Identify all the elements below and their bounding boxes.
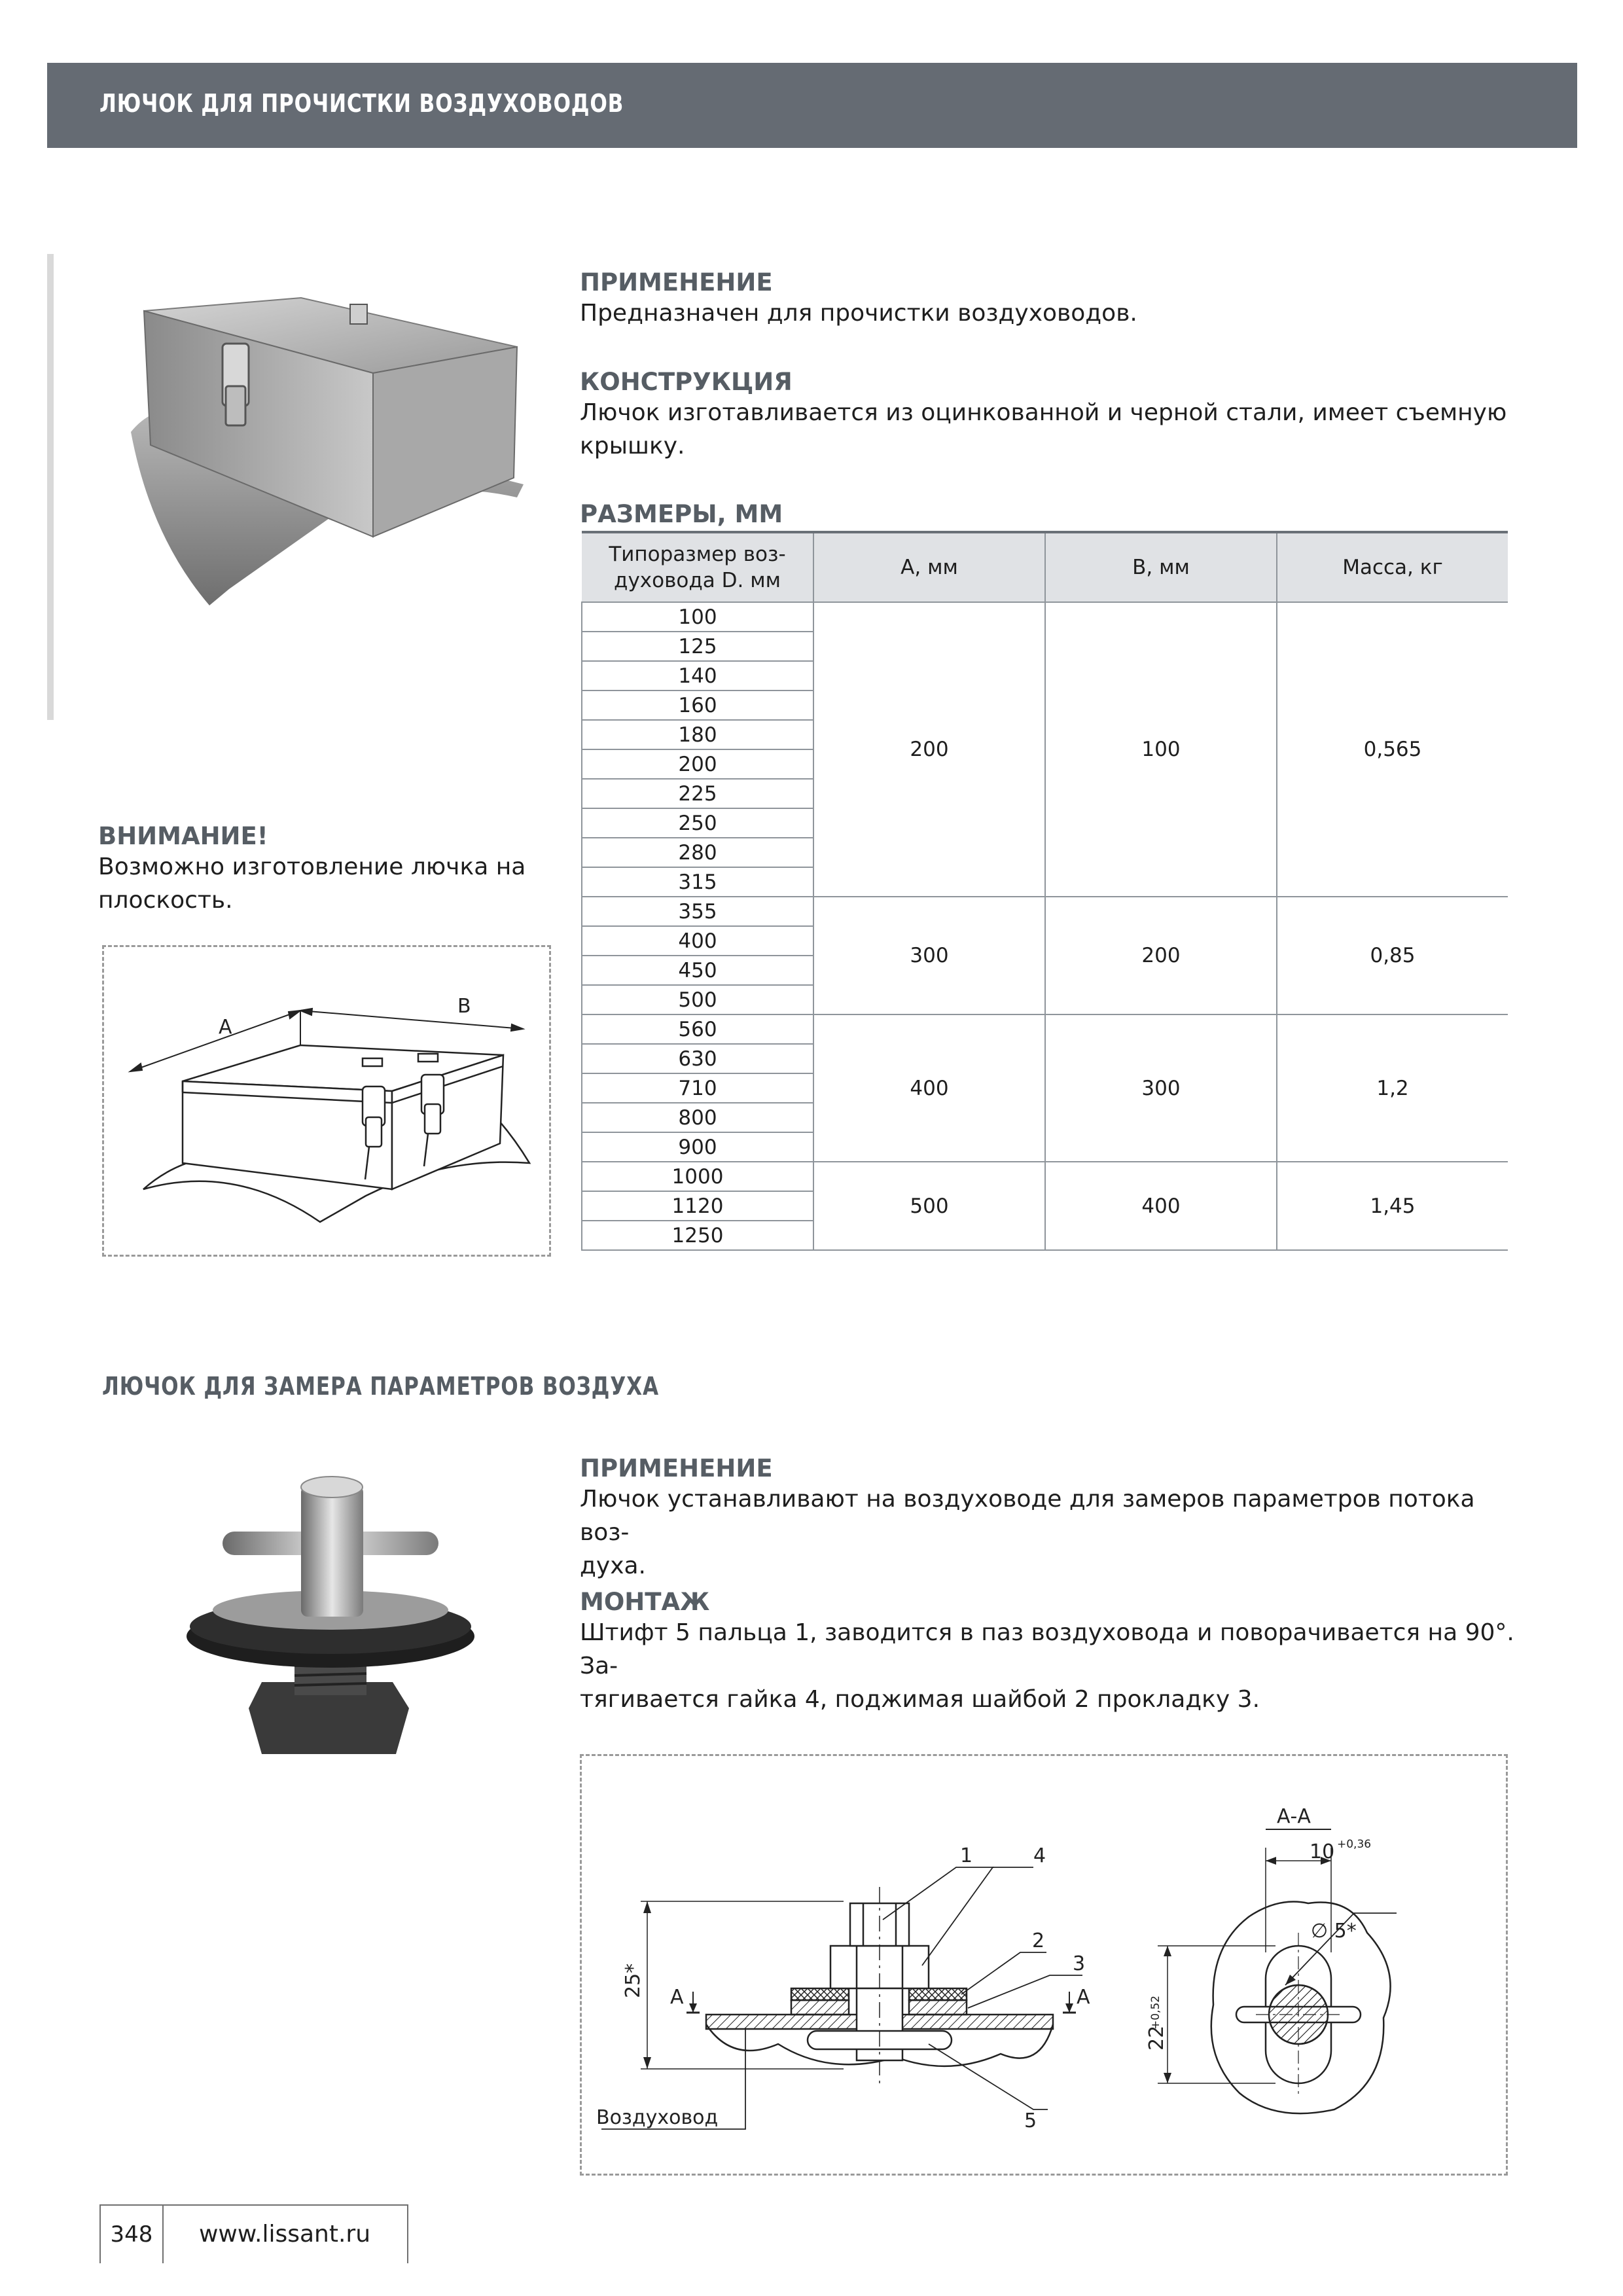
technical-drawing-box [580,1754,1508,2176]
cell-b: 100 [1045,602,1277,897]
cell-duct-size: 125 [582,632,813,661]
cell-duct-size: 280 [582,838,813,867]
attention-heading: ВНИМАНИЕ! [98,822,268,850]
hatch-drawing-box [102,945,551,1257]
mounting-text-line2: тягивается гайка 4, поджимая шайбой 2 прокладку 3. [580,1686,1260,1713]
site-url[interactable]: www.lissant.ru [162,2206,408,2263]
construction-heading: КОНСТРУКЦИЯ [580,368,793,396]
cell-a: 200 [813,602,1045,897]
application-heading: ПРИМЕНЕНИЕ [580,268,773,296]
cell-duct-size: 1250 [582,1221,813,1250]
cell-mass: 0,85 [1277,897,1508,1014]
header-duct-size-line1: Типоразмер воз- [609,543,786,566]
cell-mass: 1,2 [1277,1014,1508,1162]
header-mass: Масса, кг [1277,532,1508,602]
callout-1: 1 [960,1844,973,1867]
cell-duct-size: 140 [582,661,813,691]
attention-text-line1: Возможно изготовление лючка на [98,853,526,880]
cell-mass: 0,565 [1277,602,1508,897]
cell-a: 400 [813,1014,1045,1162]
application2-heading: ПРИМЕНЕНИЕ [580,1454,773,1482]
cell-duct-size: 355 [582,897,813,926]
dim-pin-diameter: ∅ 5* [1311,1920,1357,1943]
cell-duct-size: 100 [582,602,813,632]
cell-duct-size: 1120 [582,1191,813,1221]
cell-duct-size: 315 [582,867,813,897]
table-header-row [582,532,1508,602]
construction-text-line2: крышку. [580,433,685,459]
cell-duct-size: 225 [582,779,813,808]
hatch-line-drawing [104,947,549,1255]
sizes-heading: РАЗМЕРЫ, ММ [580,500,783,528]
dim-height: 25* [622,1963,645,1998]
table-row [582,897,1508,926]
cell-duct-size: 900 [582,1132,813,1162]
application2-text-line1: Лючок устанавливают на воздуховоде для замеров параметров потока воз- [580,1486,1475,1546]
section-mark-right: A [1077,1986,1090,2009]
cell-duct-size: 180 [582,720,813,749]
page-title: ЛЮЧОК ДЛЯ ПРОЧИСТКИ ВОЗДУХОВОДОВ [99,89,624,118]
table-row [582,1162,1508,1191]
mounting-heading: МОНТАЖ [580,1588,710,1616]
cell-duct-size: 250 [582,808,813,838]
dim-slot-height: 22 [1145,2025,1168,2051]
side-line [47,254,54,720]
cell-a: 300 [813,897,1045,1014]
technical-drawing [582,1756,1506,2174]
header-b: В, мм [1045,532,1277,602]
cleaning-hatch-photo [124,262,530,628]
cell-duct-size: 710 [582,1073,813,1103]
cell-duct-size: 800 [582,1103,813,1132]
sizes-table [581,531,1508,1251]
application2-text-line2: духа. [580,1552,647,1579]
page-number: 348 [99,2206,164,2263]
cell-duct-size: 1000 [582,1162,813,1191]
dim-label-b: B [457,995,471,1018]
section-mark-left: A [670,1986,684,2009]
section2-title: ЛЮЧОК ДЛЯ ЗАМЕРА ПАРАМЕТРОВ ВОЗДУХА [102,1372,659,1401]
cell-duct-size: 500 [582,985,813,1014]
header-bar [47,63,1577,148]
cell-duct-size: 400 [582,926,813,956]
cell-duct-size: 560 [582,1014,813,1044]
cell-duct-size: 200 [582,749,813,779]
header-duct-size-line2: духовода D. мм [614,569,781,592]
cell-duct-size: 160 [582,691,813,720]
tol-slot-height: +0,52 [1149,1995,1162,2030]
tol-slot-width: +0,36 [1337,1838,1372,1851]
callout-4: 4 [1033,1844,1046,1867]
header-a: А, мм [813,532,1045,602]
dim-slot-width: 10 [1310,1840,1335,1863]
table-row [582,602,1508,632]
cell-duct-size: 630 [582,1044,813,1073]
cell-b: 300 [1045,1014,1277,1162]
cell-b: 200 [1045,897,1277,1014]
footer [99,2204,408,2263]
header-duct-size [582,532,813,602]
section-title: А-А [1277,1805,1311,1828]
attention-text-line2: плоскость. [98,887,233,914]
callout-3: 3 [1073,1952,1086,1975]
table-row [582,1014,1508,1044]
mounting-text-line1: Штифт 5 пальца 1, заводится в паз воздуховода и поворачивается на 90°. За- [580,1619,1514,1679]
dim-label-a: A [219,1016,232,1039]
application-text: Предназначен для прочистки воздуховодов. [580,300,1137,327]
cell-a: 500 [813,1162,1045,1250]
cell-duct-size: 450 [582,956,813,985]
duct-label: Воздуховод [596,2106,719,2129]
cell-b: 400 [1045,1162,1277,1250]
cell-mass: 1,45 [1277,1162,1508,1250]
construction-text-line1: Лючок изготавливается из оцинкованной и черной стали, имеет съемную [580,399,1507,426]
callout-5: 5 [1024,2109,1037,2132]
measurement-hatch-photo [177,1460,484,1767]
callout-2: 2 [1032,1929,1045,1952]
